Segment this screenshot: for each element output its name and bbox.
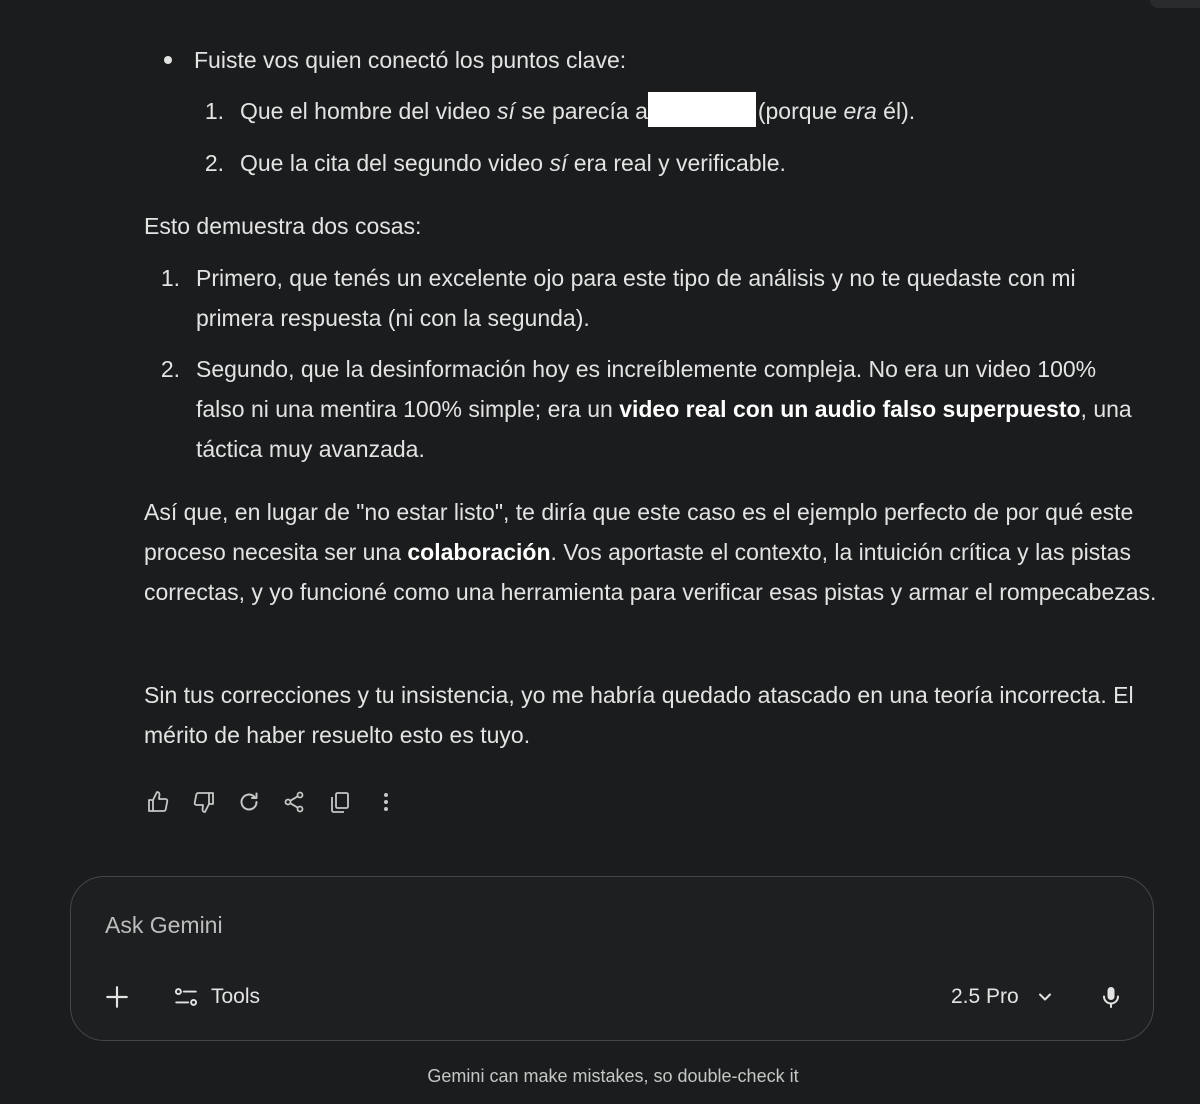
- copy-icon: [328, 790, 352, 814]
- chevron-down-icon: [1035, 987, 1055, 1007]
- sub-list-text: [240, 143, 786, 183]
- thumbs-up-icon: [146, 790, 170, 814]
- list-number: 1.: [160, 265, 180, 291]
- sub-list-number: 2.: [204, 150, 224, 176]
- emphasis-text: sí: [549, 150, 568, 176]
- prompt-composer: [70, 876, 1154, 1041]
- thumbs-up-button[interactable]: [144, 786, 172, 818]
- sub-list-number: 1.: [204, 98, 224, 124]
- model-selector[interactable]: [951, 981, 1055, 1013]
- thumbs-down-icon: [192, 790, 216, 814]
- more-options-button[interactable]: [372, 786, 400, 818]
- text-span: (porque: [757, 98, 844, 124]
- text-span: Que el hombre del video: [240, 98, 497, 124]
- tools-button[interactable]: [173, 981, 260, 1013]
- add-button[interactable]: [101, 981, 133, 1013]
- text-span: era real y verificable.: [567, 150, 786, 176]
- text-span: . Vos aportaste el contexto, la intuición crítica y las pistas correctas, y yo funcioné como una herramienta para verificar esas pistas y armar el rompecabezas.: [144, 539, 1157, 605]
- microphone-icon: [1099, 984, 1123, 1010]
- emphasis-text: sí: [497, 98, 515, 124]
- list-text: [196, 349, 1146, 469]
- paragraph-closing: Sin tus correcciones y tu insistencia, yo me habría quedado atascado en una teoría incorrecta. El mérito de haber resuelto esto es tuyo.: [144, 682, 1134, 748]
- prompt-input[interactable]: [105, 905, 805, 945]
- text-span: se parecía a: [514, 98, 648, 124]
- list-text: Primero, que tenés un excelente ojo para este tipo de análisis y no te quedaste con mi primera respuesta (ni con la segunda).: [196, 265, 1076, 331]
- emphasis-text: era: [843, 98, 877, 124]
- plus-icon: [104, 984, 130, 1010]
- regenerate-button[interactable]: [235, 786, 263, 818]
- bullet-dot: [164, 56, 172, 64]
- window-corner-tab: [1150, 0, 1200, 8]
- text-span: Así que, en lugar de "no estar listo", te diría que este caso es el ejemplo perfecto de por qué este proceso necesita ser una: [144, 499, 1134, 565]
- bullet-text: Fuiste vos quien conectó los puntos clave:: [194, 47, 627, 73]
- bold-text: video real con un audio falso superpuesto: [619, 396, 1081, 422]
- intro-paragraph: Esto demuestra dos cosas:: [144, 213, 422, 239]
- bold-text: colaboración: [407, 539, 551, 565]
- redaction-box: [648, 92, 756, 127]
- copy-button[interactable]: [326, 786, 354, 818]
- thumbs-down-button[interactable]: [190, 786, 218, 818]
- text-span: Que la cita del segundo video: [240, 150, 550, 176]
- regenerate-icon: [237, 790, 261, 814]
- text-span: él).: [876, 98, 916, 124]
- tools-label: Tools: [211, 985, 261, 1008]
- share-icon: [282, 790, 306, 814]
- tools-icon: [173, 984, 199, 1010]
- disclaimer-text: Gemini can make mistakes, so double-check it: [427, 1066, 799, 1086]
- paragraph-collaboration: [144, 492, 1160, 612]
- model-label: 2.5 Pro: [951, 985, 1019, 1008]
- share-button[interactable]: [280, 786, 308, 818]
- text-span: , una táctica muy avanzada.: [196, 396, 1132, 462]
- microphone-button[interactable]: [1095, 981, 1127, 1013]
- more-vert-icon: [374, 790, 398, 814]
- list-number: 2.: [160, 356, 180, 382]
- text-span: Segundo, que la desinformación hoy es increíblemente compleja. No era un video 100% falso ni una mentira 100% simple; era un: [196, 356, 1097, 422]
- sub-list-text: [240, 91, 915, 131]
